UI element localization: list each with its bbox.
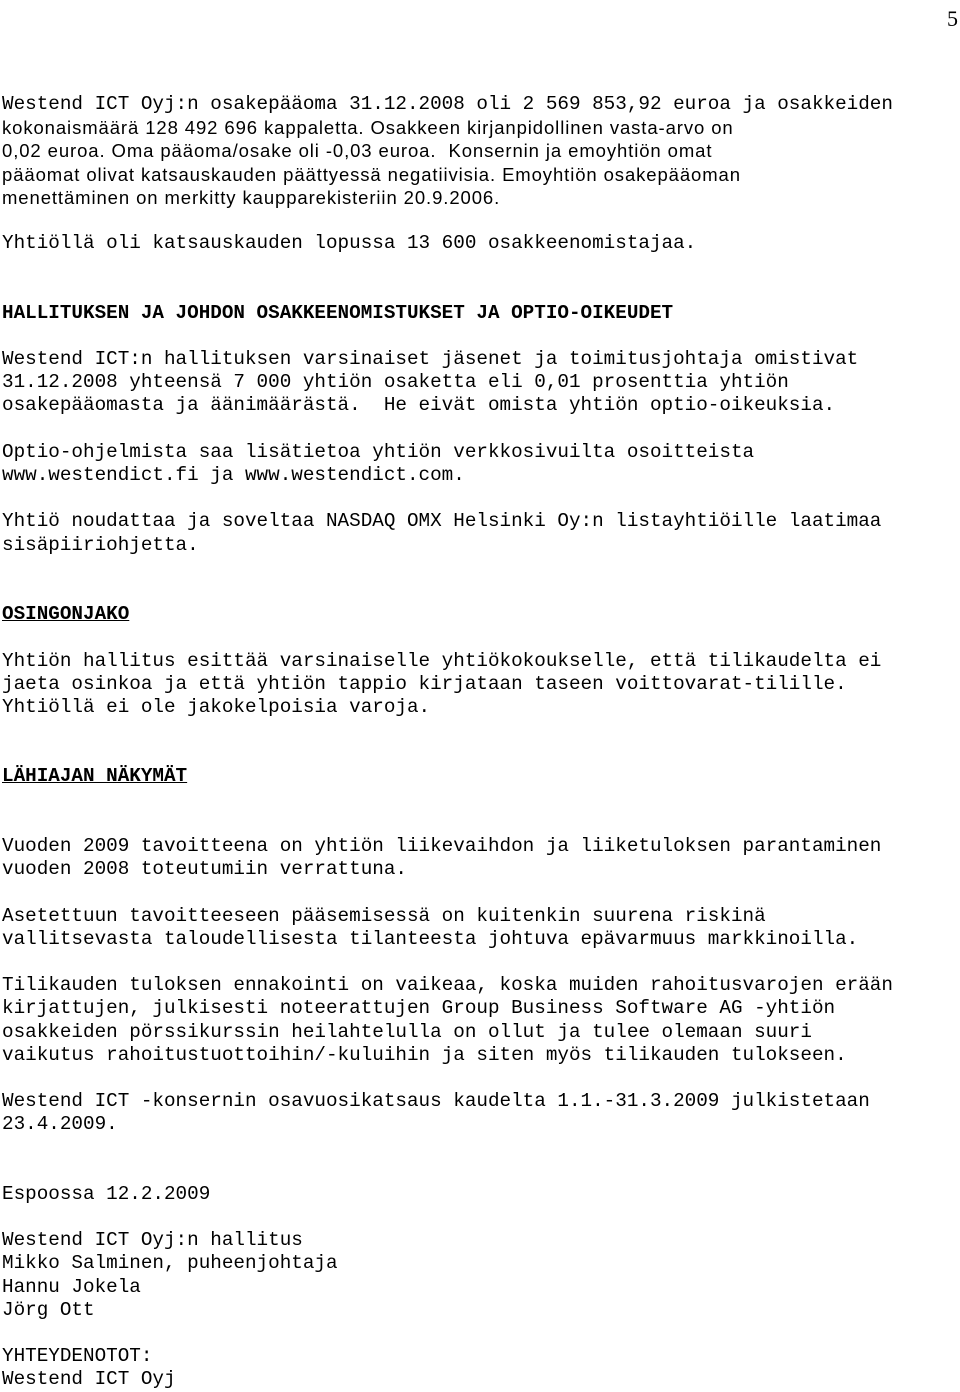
outlook-line: 23.4.2009. [2,1113,118,1136]
options-line: Optio-ohjelmista saa lisätietoa yhtiön verkkosivuilta osoitteista [2,440,755,463]
outlook-line: Westend ICT -konsernin osavuosikatsaus kaudelta 1.1.-31.3.2009 julkistetaan [2,1090,870,1113]
holdings-paragraph [2,348,952,418]
signatory: Jörg Ott [2,1298,95,1321]
insider-paragraph [2,510,952,556]
dividend-paragraph [2,650,952,720]
signatory: Westend ICT Oyj:n hallitus [2,1229,303,1252]
outlook-line: Asetettuun tavoitteeseen pääsemisessä on kuitenkin suurena riskinä [2,904,766,927]
outlook-line: vaikutus rahoitustuottoihin/-kuluihin ja siten myös tilikauden tulokseen. [2,1043,847,1066]
signatory: Mikko Salminen, puheenjohtaja [2,1252,338,1275]
contacts-label: YHTEYDENOTOT: [2,1345,153,1368]
section-heading-outlook: LÄHIAJAN NÄKYMÄT [2,765,188,788]
outlook-paragraph-2 [2,905,952,951]
contact-company: Westend ICT Oyj [2,1368,176,1391]
options-line: www.westendict.fi ja www.westendict.com. [2,464,465,487]
section-heading-holdings: HALLITUKSEN JA JOHDON OSAKKEENOMISTUKSET JA OPTIO-OIKEUDET [2,301,674,324]
outlook-line: osakkeiden pörssikurssin heilahtelulla on ollut ja tulee olemaan suuri [2,1020,812,1043]
outlook-paragraph-4 [2,1090,952,1136]
section-heading-dividend: OSINGONJAKO [2,603,130,626]
page-number: 5 [947,6,958,31]
holdings-line: Westend ICT:n hallituksen varsinaiset jäsenet ja toimitusjohtaja omistivat [2,348,859,371]
insider-line: sisäpiiriohjetta. [2,533,199,556]
signatory: Hannu Jokela [2,1275,141,1298]
intro-line: kokonaismäärä 128 492 696 kappaletta. Osakkeen kirjanpidollinen vasta-arvo on [2,117,734,139]
outlook-line: kirjattujen, julkisesti noteerattujen Group Business Software AG -yhtiön [2,997,836,1020]
shareholders-count: Yhtiöllä oli katsauskauden lopussa 13 600 osakkeenomistajaa. [2,232,697,255]
intro-line: pääomat olivat katsauskauden päättyessä negatiivisia. Emoyhtiön osakepääoman [2,163,741,185]
options-paragraph [2,441,952,487]
dividend-line: Yhtiöllä ei ole jakokelpoisia varoja. [2,695,431,718]
holdings-line: 31.12.2008 yhteensä 7 000 yhtiön osaketta eli 0,01 prosenttia yhtiön [2,371,789,394]
place-date: Espoossa 12.2.2009 [2,1182,211,1205]
intro-line: Westend ICT Oyj:n osakepääoma 31.12.2008 oli 2 569 853,92 euroa ja osakkeiden [2,93,893,115]
signatories [2,1229,952,1322]
outlook-paragraph-3 [2,974,952,1067]
outlook-line: Tilikauden tuloksen ennakointi on vaikeaa, koska muiden rahoitusvarojen erään [2,974,893,997]
document-body [2,93,952,1392]
intro-paragraph [2,93,952,209]
intro-line: menettäminen on merkitty kaupparekisteriin 20.9.2006. [2,186,501,208]
outlook-line: vuoden 2008 toteutumiin verrattuna. [2,858,407,881]
dividend-line: Yhtiön hallitus esittää varsinaiselle yhtiökokoukselle, että tilikaudelta ei [2,649,882,672]
intro-line: 0,02 euroa. Oma pääoma/osake oli -0,03 euroa. Konsernin ja emoyhtiön omat [2,140,713,162]
holdings-line: osakepääomasta ja äänimäärästä. He eivät omista yhtiön optio-oikeuksia. [2,394,836,417]
outlook-paragraph-1 [2,835,952,881]
outlook-line: Vuoden 2009 tavoitteena on yhtiön liikevaihdon ja liiketuloksen parantaminen [2,835,882,858]
dividend-line: jaeta osinkoa ja että yhtiön tappio kirjataan taseen voittovarat-tilille. [2,672,847,695]
insider-line: Yhtiö noudattaa ja soveltaa NASDAQ OMX Helsinki Oy:n listayhtiöille laatimaa [2,510,882,533]
outlook-line: vallitsevasta taloudellisesta tilanteesta johtuva epävarmuus markkinoilla. [2,927,859,950]
